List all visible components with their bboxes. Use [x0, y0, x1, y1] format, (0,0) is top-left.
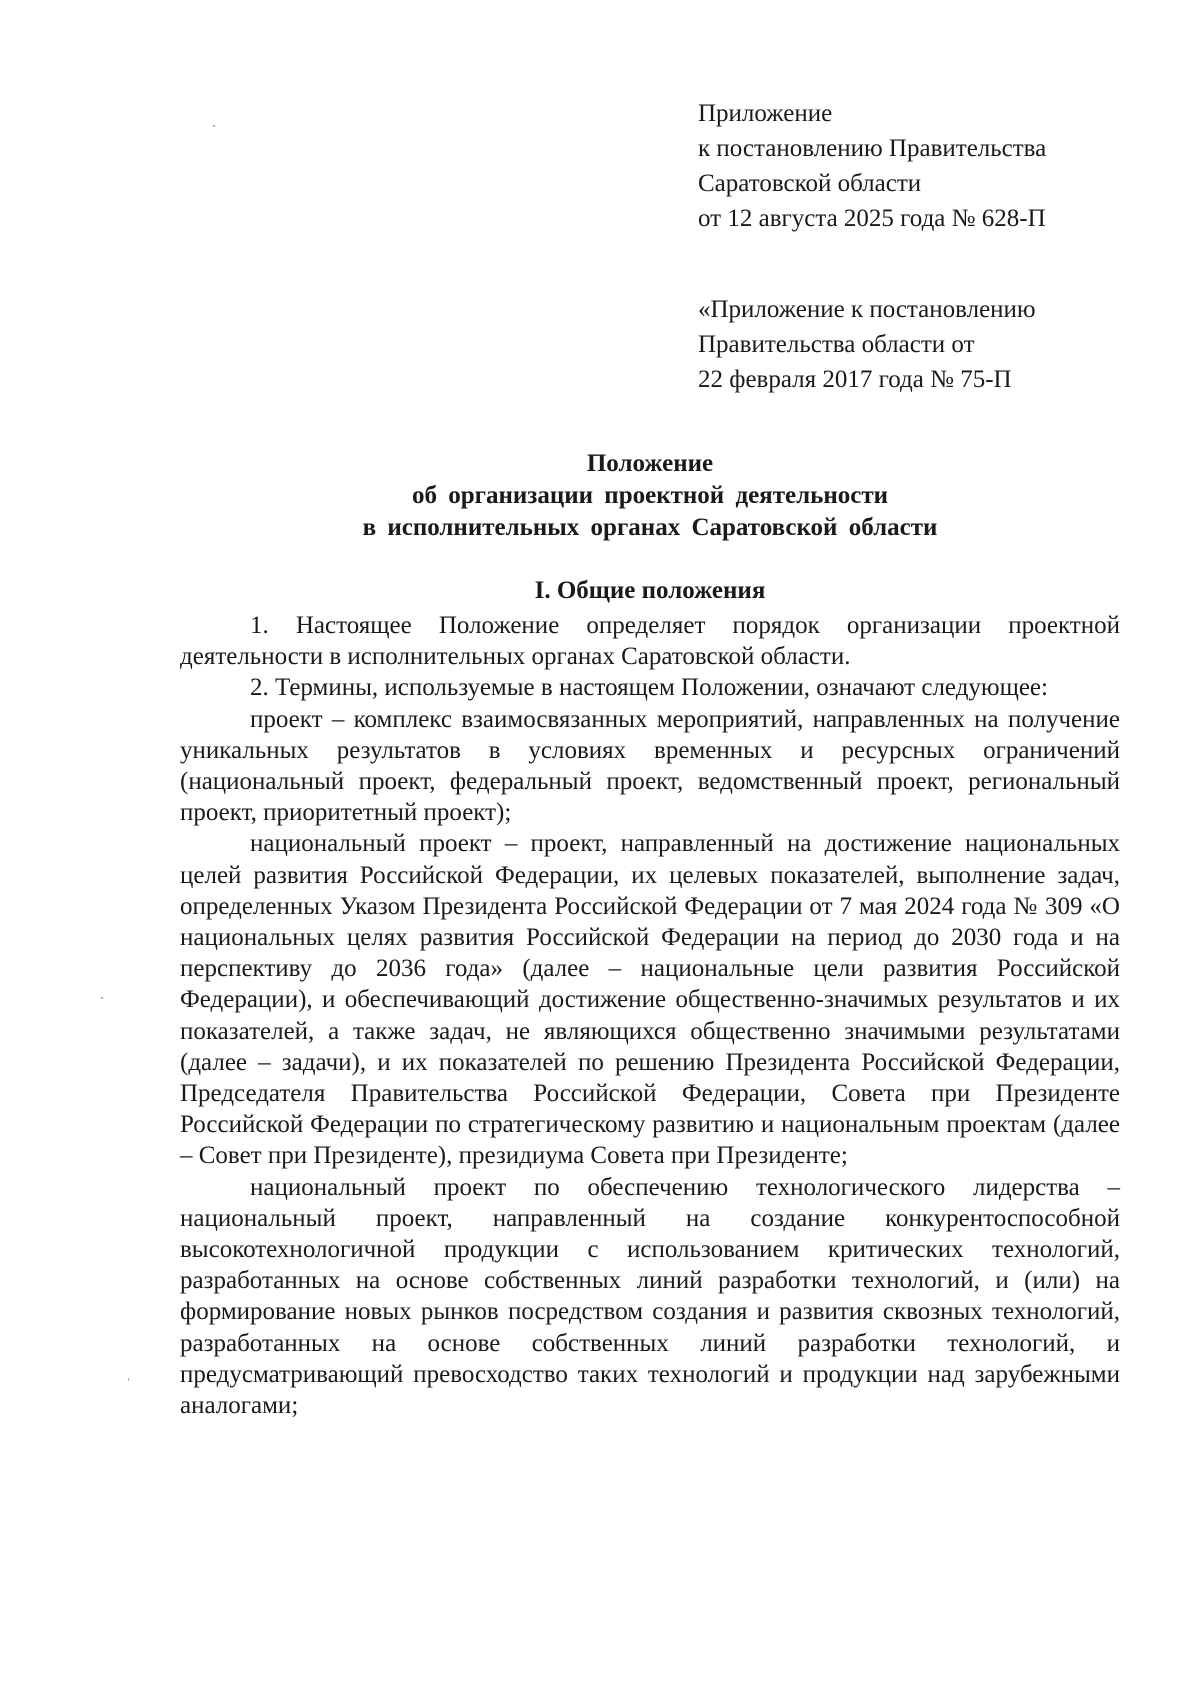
paragraph: 2. Термины, используемые в настоящем Положении, означают следующее: [250, 674, 1048, 702]
appendix-line: Приложение [698, 100, 833, 127]
previous-appendix-line: Правительства области от [698, 331, 975, 358]
section-heading: I. Общие положения [534, 577, 766, 604]
previous-appendix-block [698, 292, 1036, 397]
title-line: об организации проектной деятельности [411, 482, 889, 509]
scan-speck [213, 125, 215, 127]
appendix-line: к постановлению Правительства [698, 135, 1047, 162]
appendix-line: Саратовской области [698, 170, 922, 197]
section-body [180, 610, 1120, 1421]
paragraph: национальный проект – проект, направленный на достижение национальных целей развития Российской Федерации, их целевых показателей, выполнение задач, определенных Указом Президента Российской Федерации от 7 мая 2024 года № 309 «О национальных целях развития Российской Федерации на период до 2030 года и на перспективу до 2036 года» (далее – национальные цели развития Российской Федерации), и обеспечивающий достижение общественно-значимых результатов и их показателей, а также задач, не являющихся общественно значимыми результатами (далее – задачи), и их показателей по решению Президента Российской Федерации, Председателя Правительства Российской Федерации, Совета при Президенте Российской Федерации по стратегическому развитию и национальным проектам (далее – Совет при Президенте), президиума Совета при Президенте; [180, 830, 1120, 1170]
previous-appendix-line: 22 февраля 2017 года № 75-П [698, 366, 1012, 393]
previous-appendix-line: «Приложение к постановлению [698, 296, 1036, 323]
paragraph: 1. Настоящее Положение определяет порядок организации проектной деятельности в исполнительных органах Саратовской области. [180, 612, 1120, 671]
appendix-block [698, 96, 1046, 236]
appendix-line: от 12 августа 2025 года № 628-П [698, 205, 1046, 232]
paragraph: проект – комплекс взаимосвязанных мероприятий, направленных на получение уникальных результатов в условиях временных и ресурсных ограничений (национальный проект, федеральный проект, ведомственный проект, региональный проект, приоритетный проект); [180, 705, 1120, 827]
paragraph: национальный проект по обеспечению технологического лидерства – национальный проект, направленный на создание конкурентоспособной высокотехнологичной продукции с использованием критических технологий, разработанных на основе собственных линий разработки технологий, и (или) на формирование новых рынков посредством создания и развития сквозных технологий, разработанных на основе собственных линий разработки технологий, и предусматривающий превосходство таких технологий и продукции над зарубежными аналогами; [180, 1173, 1120, 1420]
title-line: Положение [586, 450, 714, 477]
scan-speck [128, 1378, 129, 1381]
title-line: в исполнительных органах Саратовской области [362, 514, 938, 541]
document-title [180, 448, 1120, 544]
scan-speck [101, 997, 103, 999]
